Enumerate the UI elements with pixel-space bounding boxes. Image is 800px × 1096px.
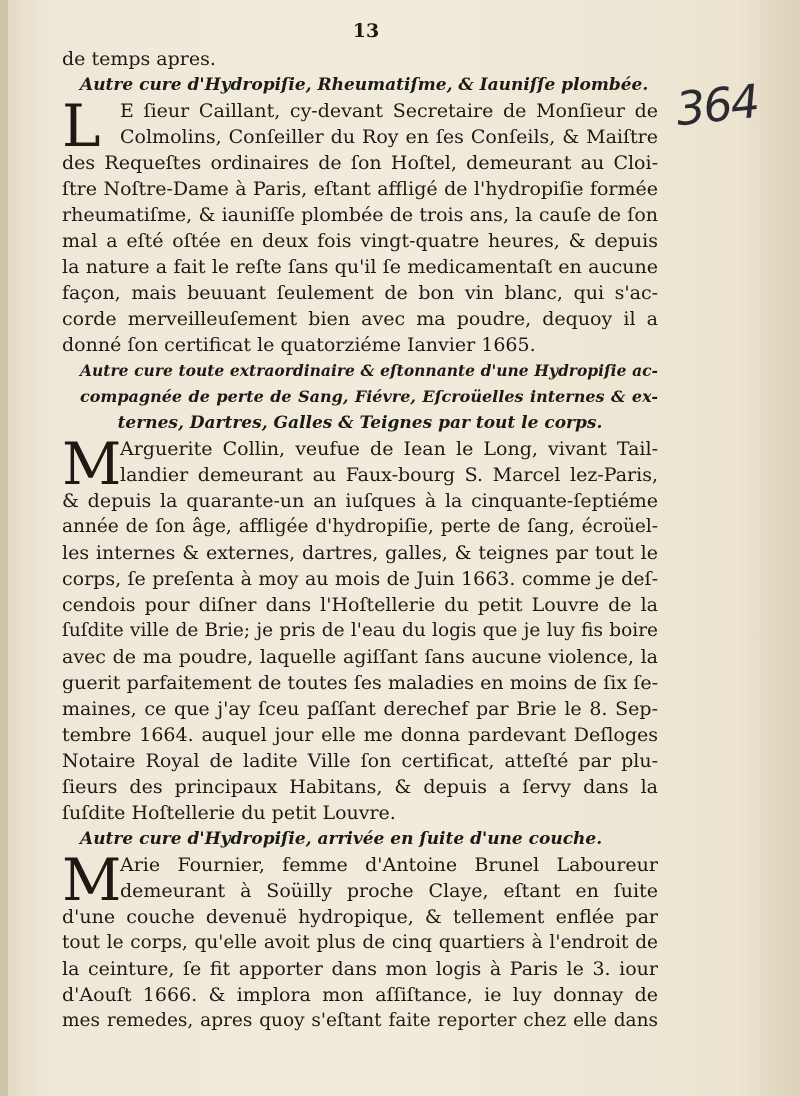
text-line: ſtre Noſtre-Dame à Paris, eſtant affligé de l'hydropiſie formée [62,178,658,200]
text-line: corde merveilleuſement bien avec ma poudre, dequoy il a [62,308,658,330]
text-line: d'Aouſt 1666. & implora mon aſſiſtance, ie luy donnay de [62,984,658,1006]
text-line: donné ſon certificat le quatorziéme Ianvier 1665. [62,334,536,356]
text-line: Colmolins, Conſeiller du Roy en ſes Conſeils, & Maiſtre [120,126,658,148]
text-line: Arie Fournier, femme d'Antoine Brunel Laboureur [120,854,658,876]
drop-cap: M [62,430,122,498]
text-line: E ſieur Caillant, cy-devant Secretaire de Monſieur de [120,100,658,122]
text-line: la ceinture, ſe fit apporter dans mon logis à Paris le 3. iour [62,958,658,980]
text-line: tout le corps, qu'elle avoit plus de cinq quartiers à l'endroit de [62,932,658,953]
text-line: maines, ce que j'ay ſceu paſſant derechef par Brie le 8. Sep- [62,698,658,720]
text-line: façon, mais beuuant ſeulement de bon vin blanc, qui s'ac- [62,282,658,304]
page-number: 13 [352,20,380,42]
section-heading: Autre cure d'Hydropiſie, arrivée en ſuite d'une couche. [80,829,603,849]
text-line: ſuſdite Hoſtellerie du petit Louvre. [62,802,396,824]
text-line: rheumatiſme, & iauniſſe plombée de trois ans, la cauſe de ſon [62,204,658,226]
text-line: corps, ſe preſenta à moy au mois de Juin 1663. comme je deſ- [62,568,658,590]
text-line: ſuſdite ville de Brie; je pris de l'eau du logis que je luy fis boire [62,620,658,641]
paragraph [62,92,658,358]
drop-cap: L [62,92,101,160]
paragraph [62,430,658,826]
section-heading: Autre cure toute extraordinaire & eſtonnante d'une Hydropiſie ac- [80,361,658,380]
drop-cap: M [62,846,122,914]
text-line: demeurant à Soüilly proche Claye, eſtant en ſuite [120,880,658,902]
continuation-line: de temps apres. [62,48,216,70]
text-line: les internes & externes, dartres, galles, & teignes par tout le [62,542,658,564]
text-line: cendois pour diſner dans l'Hoſtellerie du petit Louvre de la [62,594,658,616]
section-heading: compagnée de perte de Sang, Fiévre, Eſcroüelles internes & ex- [80,387,658,406]
text-line: guerit parfaitement de toutes ſes maladies en moins de ſix ſe- [62,672,658,694]
body-text [62,46,658,1034]
text-line: mal a eſté oſtée en deux fois vingt-quatre heures, & depuis [62,230,658,252]
text-line: Notaire Royal de ladite Ville ſon certificat, atteſté par plu- [62,750,658,772]
text-line: landier demeurant au Faux-bourg S. Marcel lez-Paris, [120,464,658,486]
paragraph [62,846,658,1034]
page-edge [0,0,8,1096]
section-heading: Autre cure d'Hydropiſie, Rheumatiſme, & Iauniſſe plombée. [80,75,649,95]
text-line: des Requeſtes ordinaires de ſon Hoſtel, demeurant au Cloi- [62,152,658,174]
handwritten-margin-note: 364 [673,73,761,137]
text-line: la nature a fait le reſte ſans qu'il ſe medicamentaſt en aucune [62,256,658,278]
text-line: d'une couche devenuë hydropique, & tellement enflée par [62,906,658,928]
section-heading: ternes, Dartres, Galles & Teignes par tout le corps. [117,413,603,433]
text-line: mes remedes, apres quoy s'eſtant faite reporter chez elle dans [62,1010,658,1031]
text-line: avec de ma poudre, laquelle agiſſant ſans aucune violence, la [62,646,658,668]
text-line: & depuis la quarante-un an iuſques à la cinquante-ſeptiéme [62,490,658,512]
text-line: ſieurs des principaux Habitans, & depuis a ſervy dans la [62,776,658,798]
text-line: année de ſon âge, affligée d'hydropiſie, perte de ſang, écroüel- [62,516,658,537]
text-line: Arguerite Collin, veufue de Iean le Long, vivant Tail- [120,438,658,460]
text-line: tembre 1664. auquel jour elle me donna pardevant Deſloges [62,724,658,746]
